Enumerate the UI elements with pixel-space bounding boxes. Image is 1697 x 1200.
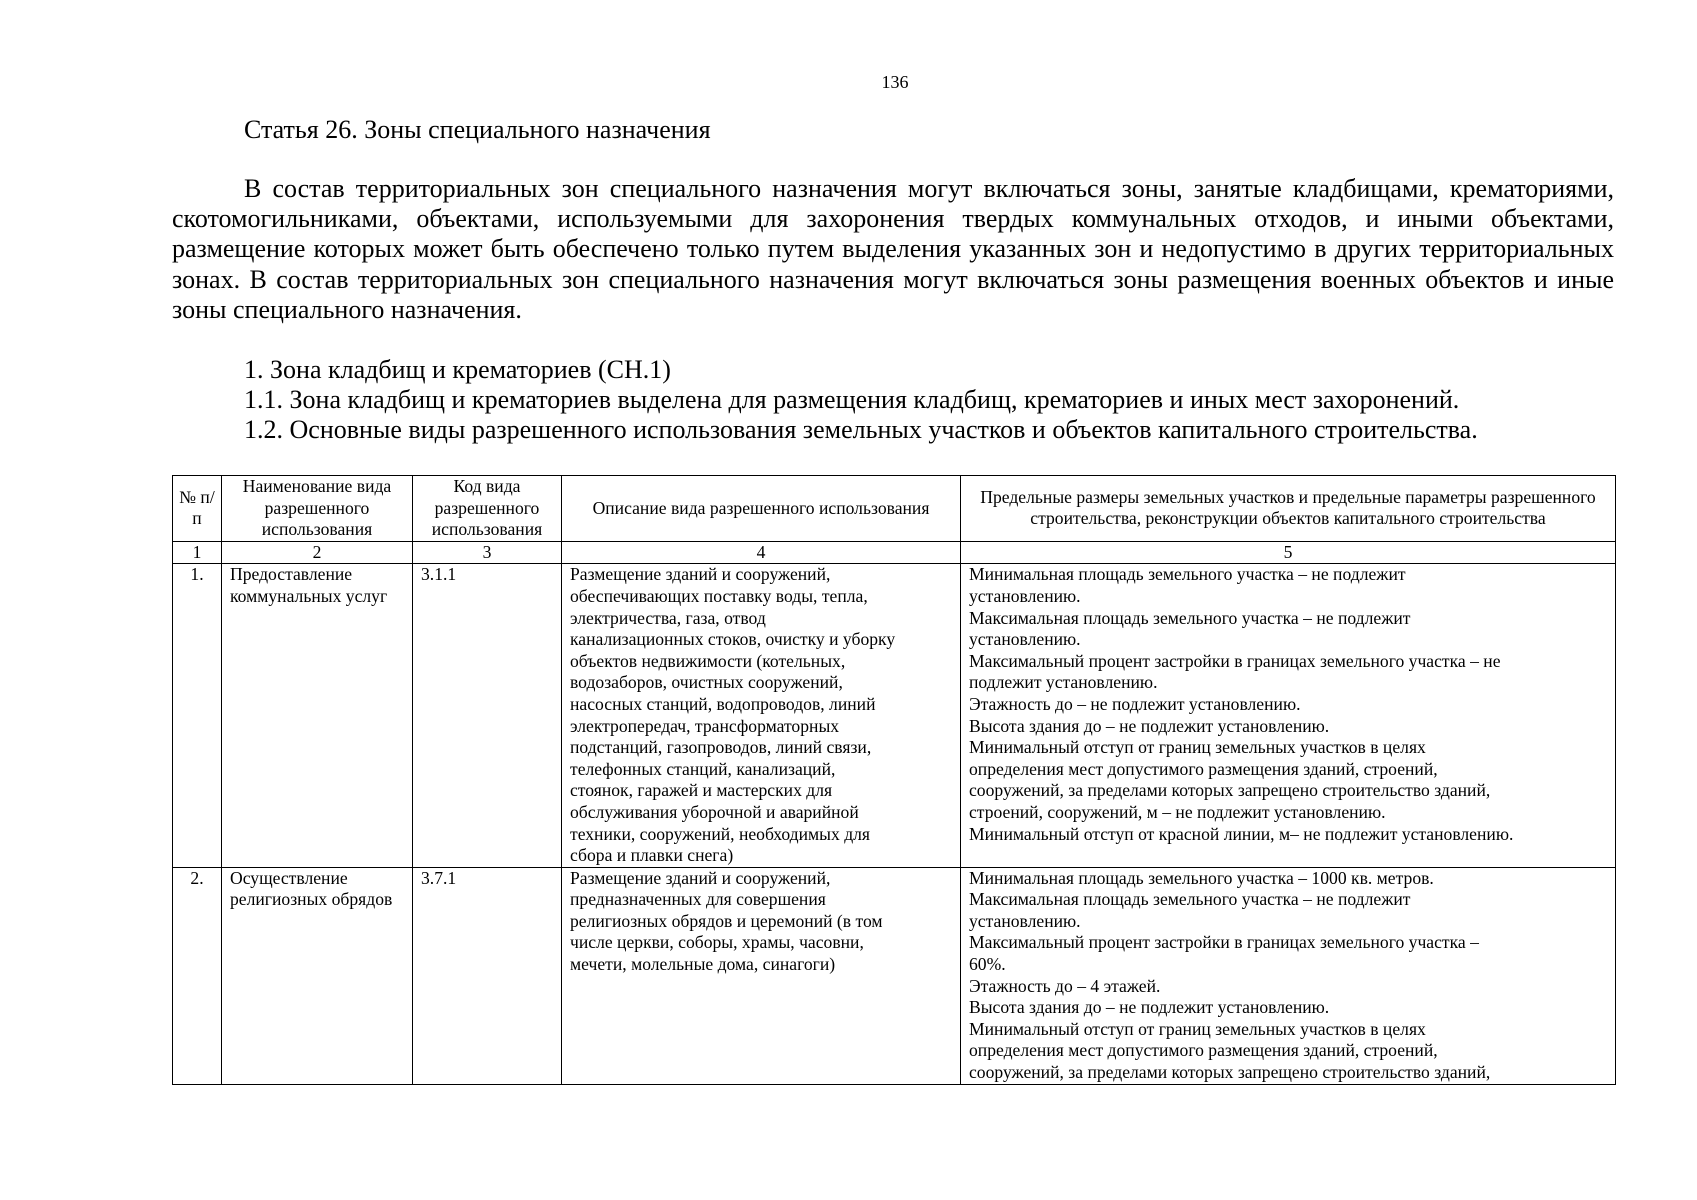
parameter-line: Высота здания до – не подлежит установлению. [969,715,1330,736]
column-number: 5 [961,541,1616,564]
column-number: 4 [562,541,961,564]
article-title: Статья 26. Зоны специального назначения [244,115,711,144]
row-number: 1. [173,564,222,867]
description-line: Размещение зданий и сооружений, [570,564,831,585]
description-line: мечети, молельные дома, синагоги) [570,954,836,975]
table-row [173,867,1616,1084]
description-line: религиозных обрядов и церемоний (в том [570,910,883,931]
table-header-row [173,476,1616,542]
row-use-code: 3.1.1 [413,564,562,867]
parameter-line: Минимальный отступ от красной линии, м– не подлежит установлению. [969,823,1514,844]
parameter-line: Высота здания до – не подлежит установлению. [969,997,1330,1018]
permitted-uses-table [172,475,1616,1085]
parameter-line: Максимальный процент застройки в границах земельного участка – [969,932,1479,953]
header-use-description: Описание вида разрешенного использования [562,476,961,542]
parameter-line: подлежит установлению. [969,672,1158,693]
parameter-line: 60%. [969,954,1006,975]
intro-paragraph: В состав территориальных зон специального назначения могут включаться зоны, занятые кладбищами, крематориями, скотомогильниками, объектами, используемыми для захоронения твердых коммунальных отходов, и иными объектами, размещение которых может быть обеспечено только путем выделения указанных зон и недопустимо в других территориальных зонах. В состав территориальных зон специального назначения могут включаться зоны размещения военных объектов и иные зоны специального назначения. [172,174,1614,324]
header-number: № п/п [173,476,222,542]
description-line: водозаборов, очистных сооружений, [570,672,843,693]
description-line: подстанций, газопроводов, линий связи, [570,737,872,758]
parameter-line: Минимальный отступ от границ земельных участков в целях [969,1018,1426,1039]
parameter-line: сооружений, за пределами которых запрещено строительство зданий, [969,780,1491,801]
row-use-code: 3.7.1 [413,867,562,1084]
column-number: 1 [173,541,222,564]
description-line: объектов недвижимости (котельных, [570,650,846,671]
column-number: 3 [413,541,562,564]
parameter-line: Минимальная площадь земельного участка – не подлежит [969,564,1406,585]
zone-heading: 1. Зона кладбищ и крематориев (СН.1) [244,355,671,384]
parameter-line: строений, сооружений, м – не подлежит установлению. [969,801,1386,822]
description-line: насосных станций, водопроводов, линий [570,693,876,714]
parameter-line: сооружений, за пределами которых запрещено строительство зданий, [969,1062,1491,1083]
header-use-code: Код вида разрешенного использования [413,476,562,542]
parameter-line: Максимальный процент застройки в границах земельного участка – не [969,650,1501,671]
row-limit-parameters [961,564,1616,867]
zone-item-1-2: 1.2. Основные виды разрешенного использования земельных участков и объектов капитального строительства. [244,415,1478,444]
parameter-line: Максимальная площадь земельного участка – не подлежит [969,889,1411,910]
description-line: Размещение зданий и сооружений, [570,867,831,888]
description-line: предназначенных для совершения [570,889,826,910]
row-use-description [562,867,961,1084]
parameter-line: Этажность до – 4 этажей. [969,975,1161,996]
description-line: электричества, газа, отвод [570,607,766,628]
header-limit-parameters: Предельные размеры земельных участков и предельные параметры разрешенного строительства, реконструкции объектов капитального строительства [961,476,1616,542]
description-line: канализационных стоков, очистку и уборку [570,629,896,650]
parameter-line: Минимальный отступ от границ земельных участков в целях [969,737,1426,758]
description-line: числе церкви, соборы, храмы, часовни, [570,932,864,953]
parameter-line: Максимальная площадь земельного участка – не подлежит [969,607,1411,628]
zone-item-1-1: 1.1. Зона кладбищ и крематориев выделена для размещения кладбищ, крематориев и иных мест захоронений. [244,385,1460,414]
description-line: обеспечивающих поставку воды, тепла, [570,585,868,606]
parameter-line: Этажность до – не подлежит установлению. [969,693,1301,714]
parameter-line: установлению. [969,629,1081,650]
description-line: техники, сооружений, необходимых для [570,823,871,844]
page-number: 136 [881,72,909,92]
column-number-row [173,541,1616,564]
row-number: 2. [173,867,222,1084]
description-line: сбора и плавки снега) [570,845,734,866]
description-line: телефонных станций, канализаций, [570,758,836,779]
parameter-line: определения мест допустимого размещения зданий, строений, [969,1040,1438,1061]
parameter-line: установлению. [969,910,1081,931]
description-line: стоянок, гаражей и мастерских для [570,780,833,801]
parameter-line: определения мест допустимого размещения зданий, строений, [969,758,1438,779]
description-line: обслуживания уборочной и аварийной [570,801,859,822]
row-limit-parameters [961,867,1616,1084]
parameter-line: Минимальная площадь земельного участка – 1000 кв. метров. [969,867,1434,888]
description-line: электропередач, трансформаторных [570,715,840,736]
header-use-name: Наименование вида разрешенного использования [222,476,413,542]
parameter-line: установлению. [969,585,1081,606]
table-row [173,564,1616,867]
column-number: 2 [222,541,413,564]
row-use-description [562,564,961,867]
row-use-name: Осуществление религиозных обрядов [222,867,413,1084]
row-use-name: Предоставление коммунальных услуг [222,564,413,867]
